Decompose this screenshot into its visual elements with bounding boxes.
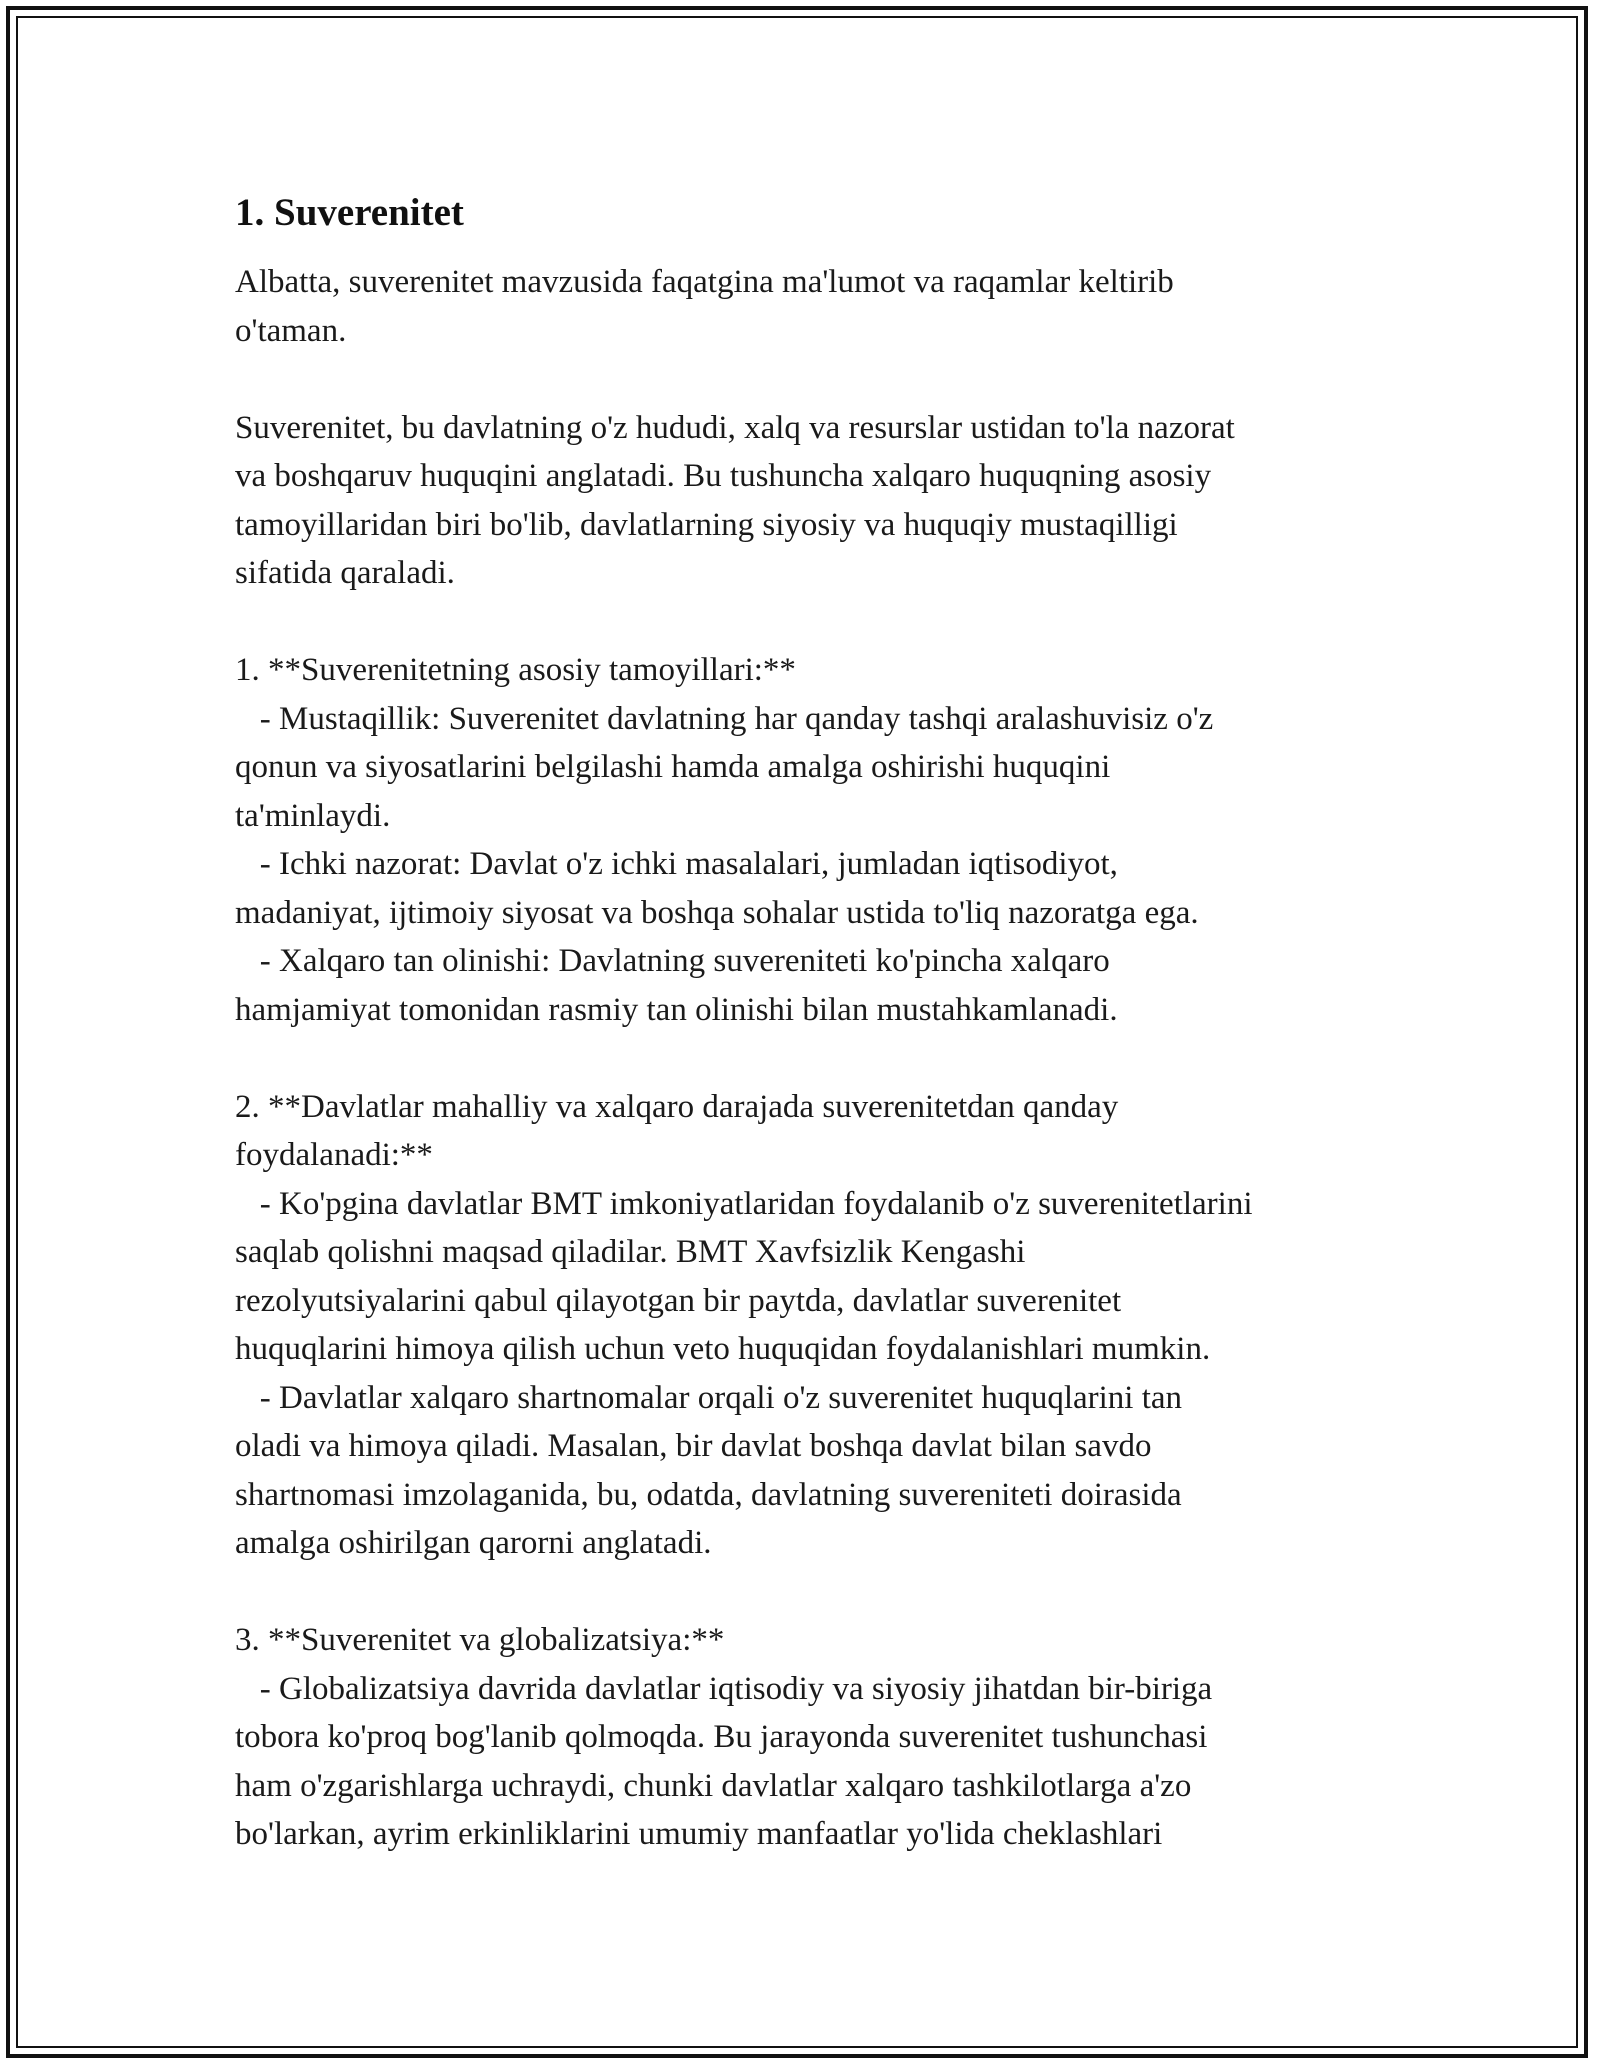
paragraph-spacer (235, 598, 1385, 647)
usage-section: 2. **Davlatlar mahalliy va xalqaro darajada suverenitetdan qanday foydalanadi:** - Ko'pgina davlatlar BMT imkoniyatlaridan foydalanib o'z suverenitetlarini saqlab qolishni maqsad qiladilar. BMT Xavfsizlik Kengashi rezolyutsiyalarini qabul qilayotgan bir paytda, davlatlar suverenitet huquqlarini himoya qilish uchun veto huquqidan foydalanishlari mumkin. - Davlatlar xalqaro shartnomalar orqali o'z suverenitet huquqlarini tan oladi va himoya qiladi. Masalan, bir davlat boshqa davlat bilan savdo shartnomasi imzolaganida, bu, odatda, davlatning suvereniteti doirasida amalga oshirilgan qarorni anglatadi. (235, 1088, 1253, 1561)
definition-paragraph: Suverenitet, bu davlatning o'z hududi, xalq va resurslar ustidan to'la nazorat va boshqaruv huquqini anglatadi. Bu tushuncha xalqaro huquqning asosiy tamoyillaridan biri bo'lib, davlatlarning siyosiy va huquqiy mustaqilligi sifatida qaraladi. (235, 409, 1235, 591)
paragraph-spacer (235, 355, 1385, 404)
paragraph-spacer (235, 1568, 1385, 1617)
document-body (235, 186, 1385, 1859)
principles-section: 1. **Suverenitetning asosiy tamoyillari:** - Mustaqillik: Suverenitet davlatning har qanday tashqi aralashuvisiz o'z qonun va siyosatlarini belgilashi hamda amalga oshirishi huquqini ta'minlaydi. - Ichki nazorat: Davlat o'z ichki masalalari, jumladan iqtisodiyot, madaniyat, ijtimoiy siyosat va boshqa sohalar ustida to'liq nazoratga ega. - Xalqaro tan olinishi: Davlatning suvereniteti ko'pincha xalqaro hamjamiyat tomonidan rasmiy tan olinishi bilan mustahkamlanadi. (235, 652, 1214, 1028)
paragraph-spacer (235, 1034, 1385, 1083)
globalization-section: 3. **Suverenitet va globalizatsiya:** - Globalizatsiya davrida davlatlar iqtisodiy va siyosiy jihatdan bir-biriga tobora ko'proq bog'lanib qolmoqda. Bu jarayonda suverenitet tushunchasi ham o'zgarishlarga uchraydi, chunki davlatlar xalqaro tashkilotlarga a'zo bo'larkan, ayrim erkinliklarini umumiy manfaatlar yo'lida cheklashlari (235, 1622, 1213, 1852)
intro-paragraph: Albatta, suverenitet mavzusida faqatgina ma'lumot va raqamlar keltirib o'taman. (235, 264, 1174, 349)
section-heading: 1. Suverenitet (235, 191, 464, 234)
